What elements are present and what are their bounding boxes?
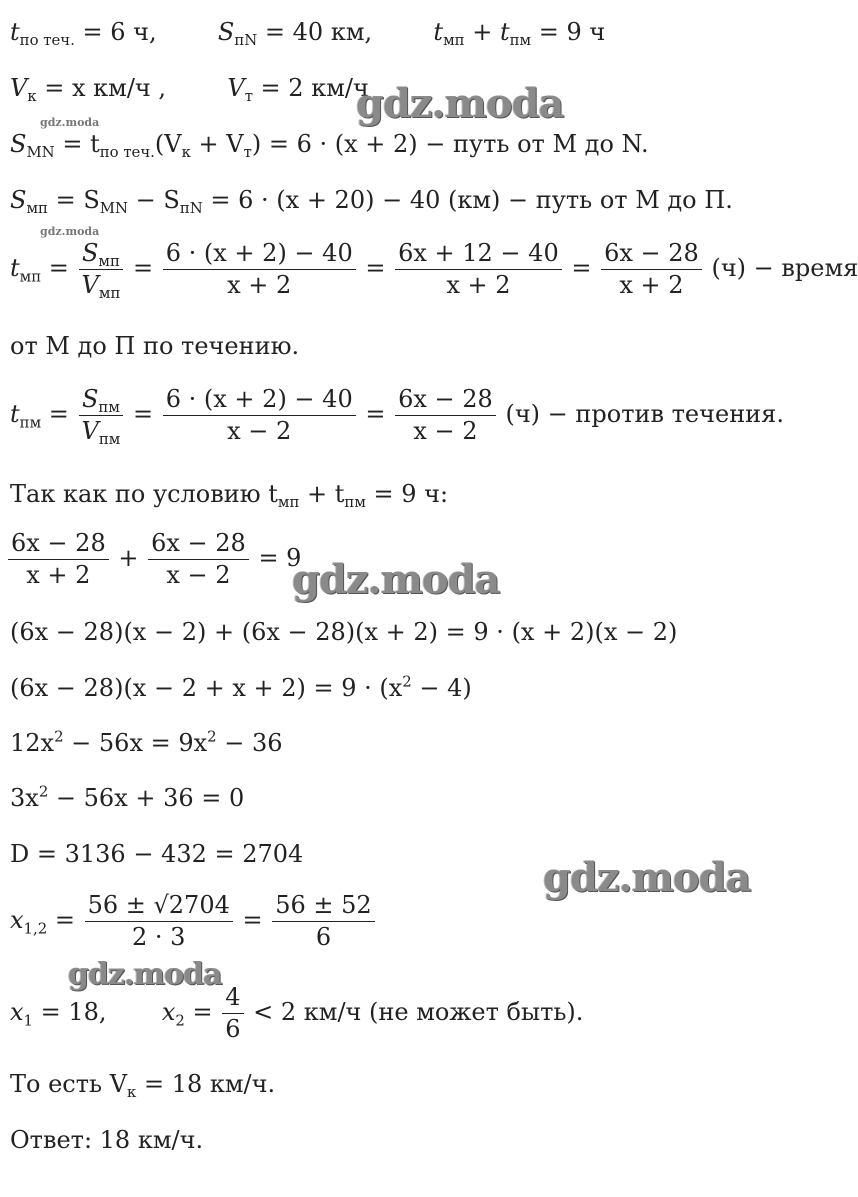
fraction bbox=[272, 890, 374, 953]
superscript: 2 bbox=[54, 727, 64, 746]
text: То есть V bbox=[10, 1070, 128, 1098]
watermark: gdz.moda bbox=[356, 80, 564, 127]
numerator: 6x − 28 bbox=[601, 238, 702, 270]
t-symbol: + t bbox=[464, 18, 510, 46]
given-line-1 bbox=[10, 18, 606, 50]
text: 3x bbox=[10, 784, 39, 812]
denominator: V bbox=[81, 271, 99, 300]
fraction bbox=[395, 384, 496, 447]
text: = 6 · (x + 20) − 40 (км) − путь от M до П. bbox=[202, 186, 733, 214]
text: < 2 км/ч (не может быть). bbox=[245, 998, 584, 1027]
condition-line bbox=[10, 480, 449, 512]
path-mp-line bbox=[10, 186, 733, 218]
fraction bbox=[79, 384, 124, 447]
subscript: по теч. bbox=[99, 143, 155, 162]
watermark-small: gdz.moda bbox=[40, 225, 100, 238]
numerator: 6x − 28 bbox=[148, 528, 249, 560]
superscript: 2 bbox=[38, 782, 49, 801]
text: + t bbox=[299, 480, 345, 508]
superscript: 2 bbox=[402, 672, 412, 691]
time-mp-equation: $t_{мп}$ = $\frac{S_{мп}}{V_{мп}}$ = $\frac{6 \cdot (x + 2) - 40}{x + 2}$ = $\frac{6x + 12 - 40}{x + 2}$ = $\frac{6x - 28}{x + 2}$ (ч) − время bbox=[10, 239, 858, 303]
text: ) = 6 · (x + 2) − путь от M до N. bbox=[251, 130, 649, 158]
subscript: мп bbox=[98, 252, 120, 271]
text: = t bbox=[54, 130, 100, 158]
v-symbol: V bbox=[227, 74, 245, 102]
given-line-2 bbox=[10, 74, 369, 106]
equation-line bbox=[10, 782, 245, 812]
watermark: gdz.moda bbox=[543, 854, 751, 901]
subscript: т bbox=[243, 143, 252, 162]
subscript: к bbox=[27, 87, 37, 106]
numerator: S bbox=[81, 239, 99, 267]
text: = 9 ч: bbox=[365, 480, 449, 508]
denominator: V bbox=[81, 417, 99, 446]
text: − 36 bbox=[216, 729, 283, 757]
numerator: 4 bbox=[222, 982, 243, 1014]
text-line: от M до П по течению. bbox=[10, 332, 300, 360]
fraction bbox=[395, 238, 562, 301]
numerator: 6 · (x + 2) − 40 bbox=[163, 384, 356, 416]
numerator: 6 · (x + 2) − 40 bbox=[163, 238, 356, 270]
time-pm-equation: $t_{пм}$ = $\frac{S_{пм}}{V_{пм}}$ = $\frac{6 \cdot (x + 2) - 40}{x - 2}$ = $\frac{6x - 28}{x - 2}$ (ч) − против течения. bbox=[10, 385, 784, 449]
text: = 18 км/ч. bbox=[136, 1070, 276, 1098]
value: = 9 ч bbox=[531, 18, 606, 46]
denominator: x + 2 bbox=[26, 561, 91, 590]
subscript: мп bbox=[26, 199, 48, 218]
sum-equation: $\frac{6x - 28}{x + 2}$ + $\frac{6x - 28}{x - 2}$ = 9 bbox=[6, 528, 301, 591]
s-symbol: S bbox=[10, 186, 27, 214]
fraction bbox=[222, 982, 243, 1045]
text: (ч) − против течения. bbox=[505, 400, 784, 429]
denominator: x − 2 bbox=[227, 417, 292, 446]
watermark: gdz.moda bbox=[292, 556, 500, 603]
t-symbol: t bbox=[10, 400, 20, 429]
denominator: x − 2 bbox=[166, 561, 231, 590]
x-symbol: x bbox=[10, 998, 24, 1027]
x-symbol: x bbox=[10, 906, 24, 935]
s-symbol: S bbox=[217, 18, 235, 46]
t-symbol: t bbox=[10, 254, 20, 283]
text: − 56x + 36 = 0 bbox=[48, 784, 245, 812]
subscript: MN bbox=[99, 199, 129, 218]
subscript: пм bbox=[509, 31, 532, 50]
text: = 9 bbox=[250, 544, 302, 573]
x-symbol: x bbox=[161, 998, 176, 1027]
fraction bbox=[79, 238, 124, 301]
fraction bbox=[148, 528, 249, 591]
subscript: мп bbox=[98, 284, 121, 303]
numerator: 56 ± 52 bbox=[272, 890, 374, 922]
text: Так как по условию t bbox=[10, 480, 278, 508]
denominator: x + 2 bbox=[227, 271, 292, 300]
fraction bbox=[163, 384, 356, 447]
discriminant-line: D = 3136 − 432 = 2704 bbox=[10, 840, 304, 868]
equation-line: (6x − 28)(x − 2) + (6x − 28)(x + 2) = 9 · (x + 2)(x − 2) bbox=[10, 618, 678, 646]
subscript: к bbox=[127, 1083, 137, 1102]
superscript: 2 bbox=[207, 727, 217, 746]
subscript: пм bbox=[98, 398, 120, 417]
s-symbol: S bbox=[10, 130, 27, 158]
subscript: 2 bbox=[175, 1011, 185, 1030]
subscript: мп bbox=[19, 267, 42, 286]
roots-formula: $x_{1,2}$ = $\frac{56 \pm √2704}{2 \cdot 3}$ = $\frac{56 \pm 52}{6}$ bbox=[10, 890, 377, 953]
value: = x км/ч , bbox=[36, 74, 167, 102]
v-symbol: V bbox=[10, 74, 28, 102]
path-mn-line bbox=[10, 130, 649, 162]
numerator: 6x + 12 − 40 bbox=[395, 238, 562, 270]
equation-line bbox=[10, 672, 472, 702]
fraction bbox=[85, 890, 233, 953]
text: − S bbox=[128, 186, 180, 214]
subscript: по теч. bbox=[19, 31, 75, 50]
numerator: 6x − 28 bbox=[8, 528, 109, 560]
subscript: пN bbox=[179, 199, 203, 218]
value: = 40 км, bbox=[257, 18, 373, 46]
subscript: мп bbox=[443, 31, 465, 50]
numerator: S bbox=[81, 385, 99, 413]
fraction bbox=[601, 238, 702, 301]
text: = 18, bbox=[33, 998, 107, 1027]
roots-values: $x_1 = 18$, $x_2$ = $\frac{4}{6}$ < 2 км/ч (не может быть). bbox=[10, 982, 583, 1045]
text: + V bbox=[190, 130, 244, 158]
denominator: x + 2 bbox=[446, 271, 511, 300]
equation-line bbox=[10, 727, 283, 757]
subscript: пN bbox=[234, 31, 258, 50]
text: − 4) bbox=[411, 674, 472, 702]
watermark-small: gdz.moda bbox=[40, 116, 100, 129]
subscript: пм bbox=[19, 413, 42, 432]
t-symbol: t bbox=[10, 18, 20, 46]
denominator: 6 bbox=[225, 1015, 241, 1044]
subscript: к bbox=[181, 143, 191, 162]
watermark: gdz.moda bbox=[68, 957, 222, 992]
numerator: 6x − 28 bbox=[395, 384, 496, 416]
answer-line: Ответ: 18 км/ч. bbox=[10, 1126, 204, 1154]
subscript: 1,2 bbox=[23, 919, 48, 938]
subscript: пм bbox=[98, 430, 121, 449]
subscript: мп bbox=[277, 493, 300, 512]
text: 12x bbox=[10, 729, 55, 757]
denominator: x + 2 bbox=[619, 271, 684, 300]
subscript: MN bbox=[26, 143, 55, 162]
value: = 2 км/ч bbox=[252, 74, 369, 102]
text: (6x − 28)(x − 2 + x + 2) = 9 · (x bbox=[10, 674, 403, 702]
text: (ч) − время bbox=[711, 254, 858, 283]
numerator: 56 ± √2704 bbox=[85, 890, 233, 922]
text: = S bbox=[47, 186, 100, 214]
denominator: 6 bbox=[315, 923, 332, 952]
denominator: x − 2 bbox=[413, 417, 478, 446]
subscript: т bbox=[244, 87, 253, 106]
result-line bbox=[10, 1070, 276, 1102]
fraction bbox=[163, 238, 356, 301]
subscript: 1 bbox=[23, 1011, 34, 1030]
text: (V bbox=[154, 130, 182, 158]
denominator: 2 · 3 bbox=[132, 923, 186, 952]
t-symbol: t bbox=[433, 18, 444, 46]
text: − 56x = 9x bbox=[63, 729, 208, 757]
fraction bbox=[8, 528, 109, 591]
value: = 6 ч, bbox=[74, 18, 157, 46]
subscript: пм bbox=[344, 493, 366, 512]
